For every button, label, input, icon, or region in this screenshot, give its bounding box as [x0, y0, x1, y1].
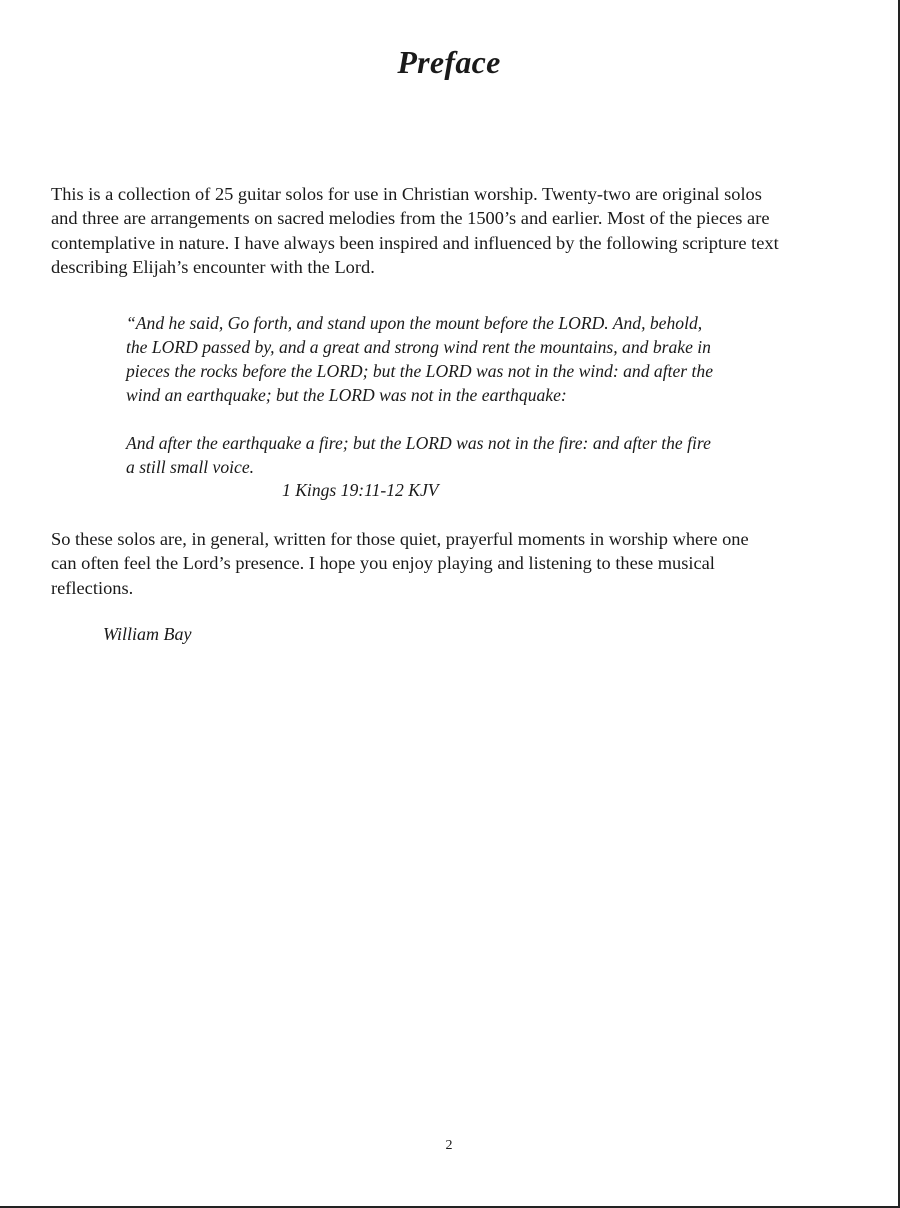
intro-paragraph	[51, 182, 851, 280]
intro-line: and three are arrangements on sacred melodies from the 1500’s and earlier. Most of the pieces are	[51, 208, 770, 229]
quote-line: “And he said, Go forth, and stand upon the mount before the LORD. And, behold,	[126, 313, 703, 333]
closing-line: can often feel the Lord’s presence. I hope you enjoy playing and listening to these musical	[51, 553, 715, 574]
closing-paragraph	[51, 527, 851, 600]
quote-line: wind an earthquake; but the LORD was not in the earthquake:	[126, 385, 567, 405]
quote-line: And after the earthquake a fire; but the LORD was not in the fire: and after the fire	[126, 433, 711, 453]
quote-line: the LORD passed by, and a great and strong wind rent the mountains, and brake in	[126, 337, 711, 357]
scripture-quote-stanza-2	[126, 431, 806, 479]
page-title: Preface	[397, 44, 501, 80]
closing-line: reflections.	[51, 577, 134, 598]
intro-line: contemplative in nature. I have always been inspired and influenced by the following scripture text	[51, 232, 779, 253]
author-signature: William Bay	[103, 624, 192, 644]
page-number: 2	[445, 1138, 453, 1153]
closing-line: So these solos are, in general, written for those quiet, prayerful moments in worship where one	[51, 529, 749, 549]
quote-line: a still small voice.	[126, 457, 255, 477]
scripture-citation: 1 Kings 19:11-12 KJV	[282, 480, 439, 500]
quote-line: pieces the rocks before the LORD; but the LORD was not in the wind: and after the	[126, 361, 714, 381]
intro-line: This is a collection of 25 guitar solos for use in Christian worship. Twenty-two are original solos	[51, 184, 762, 204]
intro-line: describing Elijah’s encounter with the Lord.	[51, 257, 375, 278]
scripture-quote-stanza-1	[126, 311, 806, 407]
